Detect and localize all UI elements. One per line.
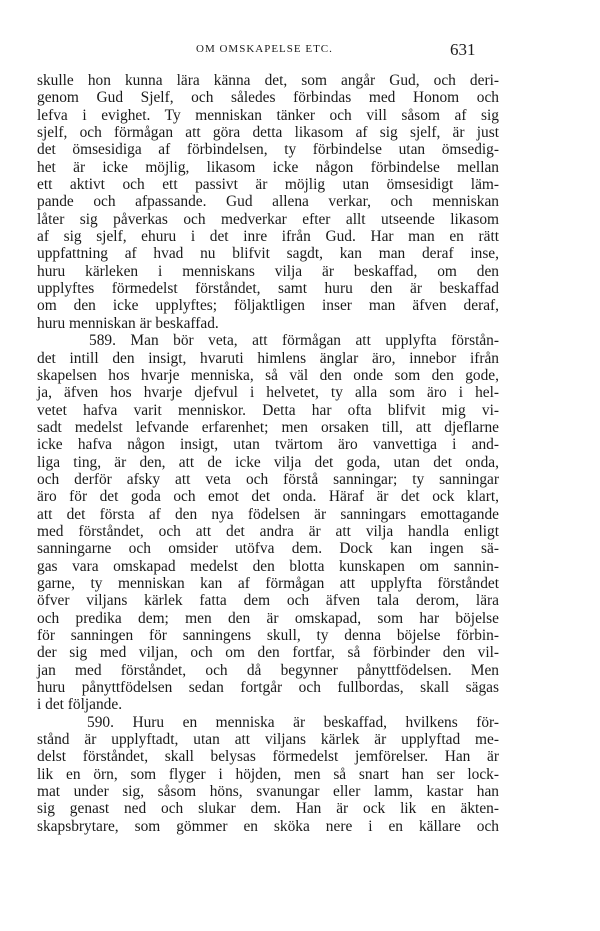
text-line: jan med förståndet, och då begynner pånyttfödelsen. Men [37, 661, 499, 679]
paragraph-589-start: 589. Man bör veta, att förmågan att upplyfta förstån- [89, 332, 499, 350]
text-line: genom Gud Sjelf, och således förbindas med Honom och [37, 89, 499, 107]
page-number: 631 [450, 40, 476, 59]
text-line: gas vara omskapad medelst den blotta kunskapen om sannin- [37, 557, 499, 575]
text-line: stånd är upplyftadt, utan att viljans kärlek är upplyftad me- [37, 731, 499, 749]
text-line: sadt medelst lefvande erfarenhet; men orsaken till, att djeflarne [37, 418, 499, 436]
text-line: sig genast ned och slukar dem. Han är ock lik en äkten- [37, 800, 499, 818]
text-line: lik en örn, som flyger i höjden, men så snart han ser lock- [37, 765, 499, 783]
text-line: att det första af den nya födelsen är sanningars emottagande [37, 505, 499, 523]
text-line: liga ting, är den, att de icke vilja det goda, utan det onda, [37, 453, 499, 471]
text-line: äro för det goda och emot det onda. Häraf är det ock klart, [37, 488, 499, 506]
text-line: garne, ty menniskan kan af förmågan att upplyfta förståndet [37, 574, 499, 592]
text-line: för sanningen för sanningens skull, ty denna böjelse förbin- [37, 627, 499, 644]
text-line: vetet hafva varit menniskor. Detta har ofta blifvit mig vi- [37, 401, 499, 419]
text-line: det ömsesidiga af förbindelsen, ty förbindelse utan ömsedig- [37, 141, 499, 159]
text-line: öfver viljans kärlek fatta dem och äfven tala derom, lära [37, 592, 499, 610]
text-line: der sig med viljan, och om den fortfar, så förbinder den vil- [37, 644, 499, 662]
text-line: och derför afsky att veta och förstå sanningar; ty sanningar [37, 470, 499, 488]
text-line: och predika dem; men den är omskapad, som har böjelse [37, 609, 499, 627]
text-line: ja, äfven hos hvarje djefvul i helvetet, ty alla som äro i hel- [37, 384, 499, 402]
paragraph-590-start: 590. Huru en menniska är beskaffad, hvilkens för- [87, 713, 499, 731]
text-line: sanningarne och omsider utöfva dem. Dock kan ingen sä- [37, 540, 499, 558]
text-line: låter sig påverkas och medverkar efter allt utseende likasom [37, 210, 499, 228]
text-line: huru kärleken i menniskans vilja är beskaffad, om den [37, 262, 499, 280]
text-line: uppfattning af hvad nu blifvit sagdt, kan man deraf inse, [37, 245, 499, 263]
text-line: ett aktivt och ett passivt är möjlig utan ömsesidigt läm- [37, 176, 499, 194]
text-line: sjelf, och förmågan att göra detta likasom af sig sjelf, är just [37, 124, 499, 142]
text-line: huru pånyttfödelsen sedan fortgår och fullbordas, skall sägas [37, 679, 499, 697]
text-line: skulle hon kunna lära känna det, som angår Gud, och deri- [37, 72, 499, 89]
running-header [0, 40, 600, 64]
paragraph-end-line: huru menniskan är beskaffad. [37, 314, 219, 332]
text-line: icke hafva någon insigt, utan tvärtom äro vanvettiga i and- [37, 436, 499, 454]
text-line: delst förståndet, skall belysas förmedelst jemförelser. Han är [37, 748, 499, 766]
text-line: lefva i evighet. Ty menniskan tänker och vill såsom af sig [37, 106, 499, 124]
text-line: skapsbrytare, som gömmer en sköka nere i en källare och [37, 817, 499, 835]
body-text [37, 72, 499, 835]
text-line: het är icke möjlig, likasom icke någon förbindelse mellan [37, 158, 499, 176]
text-line: pande och afpassande. Gud allena verkar, och menniskan [37, 193, 499, 211]
text-line: om den icke upplyftes; följaktligen inser man äfven deraf, [37, 297, 499, 315]
text-line: skapelsen hos hvarje menniska, så väl den onde som den gode, [37, 366, 499, 384]
text-line: med förståndet, och att det andra är att vilja handla enligt [37, 522, 499, 540]
text-line: upplyftes förmedelst förståndet, samt huru den är beskaffad [37, 280, 499, 298]
paragraph-end-line: i det följande. [37, 696, 123, 714]
text-line: mat under sig, såsom höns, svanungar eller lamm, kastar han [37, 783, 499, 801]
text-line: af sig sjelf, ehuru i det inre ifrån Gud. Har man en rätt [37, 228, 499, 246]
text-line: det intill den insigt, hvaruti himlens änglar äro, innebor ifrån [37, 349, 499, 367]
running-title: OM OMSKAPELSE ETC. [196, 43, 333, 55]
